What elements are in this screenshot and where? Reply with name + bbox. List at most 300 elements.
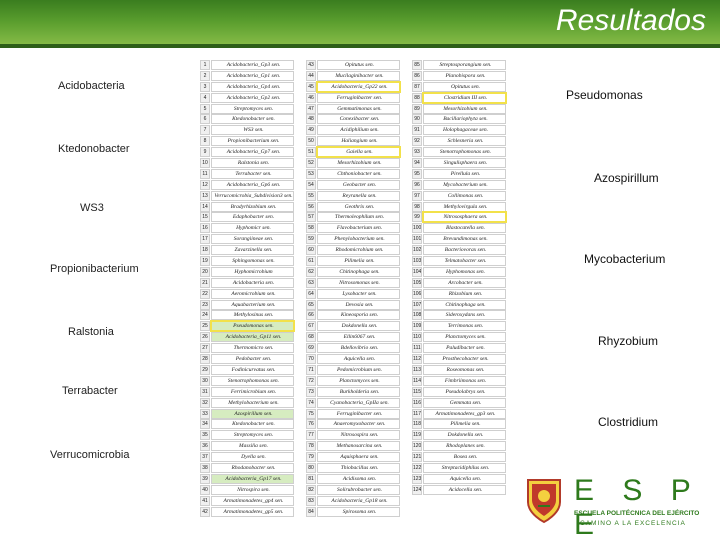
row-number: 103 <box>413 258 422 265</box>
genus-name: Lysobacter sen. <box>317 289 400 299</box>
table-row <box>200 441 510 452</box>
table-row <box>200 387 510 398</box>
row-number: 38 <box>200 463 210 473</box>
table-row <box>200 409 510 420</box>
row-number: 108 <box>413 312 422 319</box>
row-number: 117 <box>413 410 421 417</box>
row-number: 72 <box>306 376 316 386</box>
genus-name: Streptacidiphilus sen. <box>423 463 506 473</box>
row-number: 83 <box>306 496 316 506</box>
table-row <box>200 507 510 518</box>
genus-name: Acidobacteria_Gp3 sen. <box>211 60 294 70</box>
genus-name: Nitrososphaera sen. <box>423 212 506 222</box>
genus-name: Haliangium sen. <box>317 136 400 146</box>
genus-name: Acidobacteria_Gp2 sen. <box>211 93 294 103</box>
row-number: 24 <box>200 310 210 320</box>
table-row <box>200 104 510 115</box>
label-rhyzobium: Rhyzobium <box>598 334 659 348</box>
row-number: 51 <box>306 147 316 157</box>
row-number: 27 <box>200 343 210 353</box>
genus-name: Aeromicrobium sen. <box>211 289 294 299</box>
row-number: 55 <box>306 191 316 201</box>
table-row <box>200 136 510 147</box>
genus-name: Blastocatella sen. <box>423 223 506 233</box>
genus-name: Schlesneria sen. <box>423 136 506 146</box>
label-pseudomonas: Pseudomonas <box>566 88 643 102</box>
row-number: 49 <box>306 125 316 135</box>
table-row <box>200 202 510 213</box>
row-number: 50 <box>306 136 316 146</box>
table-row <box>200 463 510 474</box>
genus-name: Gaiella sen. <box>317 147 400 157</box>
genus-name: Ktedonobacter sen. <box>211 114 294 124</box>
row-number: 111 <box>413 345 421 352</box>
genus-name: Ralstonia sen. <box>211 158 294 168</box>
row-number: 16 <box>200 223 210 233</box>
genus-name: Opitutus sen. <box>317 60 400 70</box>
genus-name: Bosea sen. <box>423 452 506 462</box>
row-number: 71 <box>306 365 316 375</box>
row-number: 107 <box>413 301 422 308</box>
genus-name: Ktedonobacter sen. <box>211 419 294 429</box>
row-number: 17 <box>200 234 210 244</box>
row-number: 105 <box>413 279 422 286</box>
table-row <box>200 191 510 202</box>
genus-name: Geothrix sen. <box>317 202 400 212</box>
genus-name: Hyphomicrobium <box>211 267 294 277</box>
label-terrabacter: Terrabacter <box>62 385 118 397</box>
genus-name: Ferruginibacter sen. <box>317 409 400 419</box>
row-number: 32 <box>200 398 210 408</box>
genus-name: Terrabacter sen. <box>211 169 294 179</box>
row-number: 48 <box>306 114 316 124</box>
row-number: 13 <box>200 191 210 201</box>
label-acidobacteria: Acidobacteria <box>58 80 125 92</box>
genus-name: Thermomicro sen. <box>211 343 294 353</box>
genus-name: Verrucomicrobia_Subdivision3 sen. <box>211 191 294 201</box>
table-row <box>200 419 510 430</box>
table-row <box>200 245 510 256</box>
espe-logo <box>520 472 710 541</box>
row-number: 85 <box>412 60 422 70</box>
genus-name: Conexibacter sen. <box>317 114 400 124</box>
row-number: 106 <box>413 290 422 297</box>
genus-name: Acidobacteria_Gp22 sen. <box>317 82 400 92</box>
genus-name: Solirubrobacter sen. <box>317 485 400 495</box>
row-number: 61 <box>306 256 316 266</box>
row-number: 82 <box>306 485 316 495</box>
row-number: 74 <box>306 398 316 408</box>
table-row <box>200 343 510 354</box>
genus-name: Dyella sen. <box>211 452 294 462</box>
row-number: 30 <box>200 376 210 386</box>
table-row <box>200 169 510 180</box>
genus-name: Phenylobacterium sen. <box>317 234 400 244</box>
table-row <box>200 147 510 158</box>
row-number: 29 <box>200 365 210 375</box>
row-number: 63 <box>306 278 316 288</box>
logo-wordmark: E S P E <box>574 474 701 541</box>
row-number: 119 <box>413 432 421 439</box>
row-number: 99 <box>412 212 422 222</box>
row-number: 88 <box>412 93 422 103</box>
genus-name: Chthoniobacter sen. <box>317 169 400 179</box>
genus-name: Methylobacterium sen. <box>211 398 294 408</box>
row-number: 4 <box>200 93 210 103</box>
genus-name: Acidobacteria_Gp4 sen. <box>211 82 294 92</box>
genus-name: Sideroxydans sen. <box>423 310 506 320</box>
row-number: 60 <box>306 245 316 255</box>
table-row <box>200 234 510 245</box>
row-number: 42 <box>200 507 210 517</box>
genus-name: Arcobacter sen. <box>423 278 506 288</box>
genus-name: Pilimelia sen. <box>317 256 400 266</box>
genus-name: Gemmatimonas sen. <box>317 104 400 114</box>
genus-name: Hyphomonas sen. <box>423 267 506 277</box>
genus-name: Azospirillum sen. <box>211 409 294 419</box>
row-number: 62 <box>306 267 316 277</box>
row-number: 112 <box>413 356 421 363</box>
genus-name: Acidobacteria_Gp7 sen. <box>211 147 294 157</box>
table-row <box>200 474 510 485</box>
row-number: 79 <box>306 452 316 462</box>
genus-name: Pedomicrobium sen. <box>317 365 400 375</box>
row-number: 1 <box>200 60 210 70</box>
row-number: 9 <box>200 147 210 157</box>
row-number: 110 <box>413 334 421 341</box>
row-number: 84 <box>306 507 316 517</box>
genus-name: Prosthecobacter sen. <box>423 354 506 364</box>
table-row <box>200 398 510 409</box>
row-number: 102 <box>413 247 422 254</box>
genus-name: Planctomyces sen. <box>423 332 506 342</box>
table-row <box>200 223 510 234</box>
genus-name: Rhizobium sen. <box>423 289 506 299</box>
label-propionibacterium: Propionibacterium <box>50 263 139 275</box>
row-number: 31 <box>200 387 210 397</box>
genus-name: Propionibacterium sen. <box>211 136 294 146</box>
row-number: 65 <box>306 300 316 310</box>
row-number: 115 <box>413 388 421 395</box>
genus-name: Sphingomonas sen. <box>211 256 294 266</box>
row-number: 66 <box>306 310 316 320</box>
genus-name: Planobispora sen. <box>423 71 506 81</box>
table-row <box>200 212 510 223</box>
row-number: 95 <box>412 169 422 179</box>
row-number: 114 <box>413 377 421 384</box>
row-number: 45 <box>306 82 316 92</box>
genus-name: Pilimelia sen. <box>423 419 506 429</box>
row-number: 92 <box>412 136 422 146</box>
genus-name: Bacteriovorax sen. <box>423 245 506 255</box>
genus-name: Methylosinus sen. <box>211 310 294 320</box>
row-number: 118 <box>413 421 421 428</box>
genus-name: Nitrosospira sen. <box>317 430 400 440</box>
genus-name: Singulisphaera sen. <box>423 158 506 168</box>
genus-name: Devosia sen. <box>317 300 400 310</box>
row-number: 34 <box>200 419 210 429</box>
genus-name: Reyranella sen. <box>317 191 400 201</box>
row-number: 20 <box>200 267 210 277</box>
row-number: 75 <box>306 409 316 419</box>
genus-name: Chitinophaga sen. <box>317 267 400 277</box>
label-mycobacterium: Mycobacterium <box>584 252 666 266</box>
genus-name: Stenotrophomonas sen. <box>423 147 506 157</box>
genus-name: Ferrimicrobium sen. <box>211 387 294 397</box>
genus-name: Rhodanobacter sen. <box>211 463 294 473</box>
genus-name: Bradyrhizobium sen. <box>211 202 294 212</box>
row-number: 33 <box>200 409 210 419</box>
row-number: 21 <box>200 278 210 288</box>
table-row <box>200 180 510 191</box>
genus-name: Collimonas sen. <box>423 191 506 201</box>
genus-name: Acidobacteria_Gp1 sen. <box>211 71 294 81</box>
genus-name: Mesorhizobium sen. <box>317 158 400 168</box>
genus-name: Aquicella sen. <box>317 354 400 364</box>
genus-name: Cyanobacteria_GpIIa sen. <box>317 398 400 408</box>
genus-name: Opitutus sen. <box>423 82 506 92</box>
genus-name: Pseudomonas sen. <box>211 321 294 331</box>
table-row <box>200 496 510 507</box>
row-number: 80 <box>306 463 316 473</box>
row-number: 96 <box>412 180 422 190</box>
label-verrucomicrobia: Verrucomicrobia <box>50 449 130 461</box>
row-number: 36 <box>200 441 210 451</box>
genus-name: Aquabacterium sen. <box>211 300 294 310</box>
row-number: 56 <box>306 202 316 212</box>
genus-name: Paludibacter sen. <box>423 343 506 353</box>
row-number: 52 <box>306 158 316 168</box>
logo-tagline: CAMINO A LA EXCELENCIA <box>580 520 686 527</box>
row-number: 54 <box>306 180 316 190</box>
row-number: 58 <box>306 223 316 233</box>
row-number: 41 <box>200 496 210 506</box>
row-number: 2 <box>200 71 210 81</box>
genus-name: Holophagaceae sen. <box>423 125 506 135</box>
row-number: 3 <box>200 82 210 92</box>
genus-name: Thiobacillus sen. <box>317 463 400 473</box>
genus-name: Kineosporia sen. <box>317 310 400 320</box>
label-ktedonobacter: Ktedonobacter <box>58 143 130 155</box>
row-number: 101 <box>413 236 422 243</box>
table-row <box>200 278 510 289</box>
row-number: 57 <box>306 212 316 222</box>
row-number: 78 <box>306 441 316 451</box>
row-number: 47 <box>306 104 316 114</box>
row-number: 6 <box>200 114 210 124</box>
genus-name: Acidobacteria_Gp11 sen. <box>211 332 294 342</box>
row-number: 81 <box>306 474 316 484</box>
row-number: 86 <box>412 71 422 81</box>
table-row <box>200 485 510 496</box>
row-number: 37 <box>200 452 210 462</box>
genus-name: Acidocella sen. <box>423 485 506 495</box>
genus-name: Telmatobacter sen. <box>423 256 506 266</box>
row-number: 77 <box>306 430 316 440</box>
row-number: 73 <box>306 387 316 397</box>
genus-name: Flavobacterium sen. <box>317 223 400 233</box>
row-number: 18 <box>200 245 210 255</box>
genus-name: Streptomyces sen. <box>211 104 294 114</box>
row-number: 40 <box>200 485 210 495</box>
row-number: 120 <box>413 443 422 450</box>
row-number: 104 <box>413 268 422 275</box>
genus-name: Bdellovibrio sen. <box>317 343 400 353</box>
table-row <box>200 158 510 169</box>
row-number: 68 <box>306 332 316 342</box>
table-row <box>200 93 510 104</box>
row-number: 5 <box>200 104 210 114</box>
genus-name: Brevundimonas sen. <box>423 234 506 244</box>
row-number: 90 <box>412 114 422 124</box>
table-row <box>200 365 510 376</box>
table-row <box>200 310 510 321</box>
row-number: 94 <box>412 158 422 168</box>
genus-name: Mesorhizobium sen. <box>423 104 506 114</box>
genus-name: Acidobacteria_Gp6 sen. <box>211 180 294 190</box>
genus-name: Dokdonella sen. <box>317 321 400 331</box>
title-bar <box>0 0 720 48</box>
genus-name: Ellin6067 sen. <box>317 332 400 342</box>
row-number: 64 <box>306 289 316 299</box>
table-row <box>200 71 510 82</box>
genus-name: Chitinophaga sen. <box>423 300 506 310</box>
label-ws3: WS3 <box>80 202 104 214</box>
shield-icon <box>524 476 564 524</box>
genus-name: Acidiphilium sen. <box>317 125 400 135</box>
genus-name: Geobacter sen. <box>317 180 400 190</box>
genus-name: Rhodomicrobium sen. <box>317 245 400 255</box>
row-number: 97 <box>412 191 422 201</box>
genus-name: Pseudolabrys sen. <box>423 387 506 397</box>
row-number: 91 <box>412 125 422 135</box>
row-number: 23 <box>200 300 210 310</box>
table-row <box>200 332 510 343</box>
row-number: 14 <box>200 202 210 212</box>
table-row <box>200 267 510 278</box>
row-number: 98 <box>412 202 422 212</box>
table-row <box>200 114 510 125</box>
genus-name: Armatimonadetes_gp3 sen. <box>423 409 506 419</box>
genus-name: Streptomyces sen. <box>211 430 294 440</box>
genus-name: Streptosporangium sen. <box>423 60 506 70</box>
genus-name: Anaeromyxobacter sen. <box>317 419 400 429</box>
table-row <box>200 321 510 332</box>
row-number: 22 <box>200 289 210 299</box>
row-number: 15 <box>200 212 210 222</box>
genus-name: Thermoleophilum sen. <box>317 212 400 222</box>
row-number: 19 <box>200 256 210 266</box>
slide-title: Resultados <box>555 4 706 37</box>
row-number: 26 <box>200 332 210 342</box>
genus-name: Ferruginibacter sen. <box>317 93 400 103</box>
table-row <box>200 256 510 267</box>
genus-name: Edaphobacter sen. <box>211 212 294 222</box>
genus-name: Methylovirgula sen. <box>423 202 506 212</box>
row-number: 113 <box>413 366 421 373</box>
title-bar-stripe <box>0 44 720 48</box>
label-clostridium: Clostridium <box>598 415 659 429</box>
table-row <box>200 289 510 300</box>
genus-name: Bacillariophyta sen. <box>423 114 506 124</box>
row-number: 122 <box>413 464 422 471</box>
row-number: 100 <box>413 225 422 232</box>
genus-name: Mucilaginibacter sen. <box>317 71 400 81</box>
table-row <box>200 60 510 71</box>
table-row <box>200 354 510 365</box>
genus-name: Terrimonas sen. <box>423 321 506 331</box>
row-number: 35 <box>200 430 210 440</box>
genus-name: Zavarzinella sen. <box>211 245 294 255</box>
genus-name: Acidisoma sen. <box>317 474 400 484</box>
genus-name: Hyphomicr sen. <box>211 223 294 233</box>
row-number: 12 <box>200 180 210 190</box>
genus-name: Fodinicurvatus sen. <box>211 365 294 375</box>
genus-name: Mycobacterium sen. <box>423 180 506 190</box>
row-number: 10 <box>200 158 210 168</box>
row-number: 116 <box>413 399 421 406</box>
row-number: 123 <box>413 475 422 482</box>
row-number: 46 <box>306 93 316 103</box>
row-number: 70 <box>306 354 316 364</box>
genus-name: Armatimonadetes_gp4 sen. <box>211 496 294 506</box>
genus-name: Acidobacteria_Gp18 sen. <box>317 496 400 506</box>
logo-subtitle: ESCUELA POLITÉCNICA DEL EJÉRCITO <box>574 510 700 517</box>
row-number: 76 <box>306 419 316 429</box>
genus-name: Spirosoma sen. <box>317 507 400 517</box>
row-number: 28 <box>200 354 210 364</box>
row-number: 121 <box>413 454 422 461</box>
genus-name: Roseomonas sen. <box>423 365 506 375</box>
row-number: 53 <box>306 169 316 179</box>
row-number: 39 <box>200 474 210 484</box>
genus-name: Gemmata sen. <box>423 398 506 408</box>
genus-name: WS3 sen. <box>211 125 294 135</box>
row-number: 7 <box>200 125 210 135</box>
table-row <box>200 452 510 463</box>
table-row <box>200 82 510 93</box>
genus-name: Pirellula sen. <box>423 169 506 179</box>
row-number: 69 <box>306 343 316 353</box>
genus-name: Stenotrophomonas sen. <box>211 376 294 386</box>
row-number: 109 <box>413 323 422 330</box>
table-row <box>200 376 510 387</box>
genus-name: Planctomyces sen. <box>317 376 400 386</box>
table-row <box>200 125 510 136</box>
label-azospirillum: Azospirillum <box>594 171 659 185</box>
genus-name: Aquisphaera sen. <box>317 452 400 462</box>
genus-name: Armatimonadetes_gp5 sen. <box>211 507 294 517</box>
genus-name: Acidobacteria_Gp17 sen. <box>211 474 294 484</box>
row-number: 8 <box>200 136 210 146</box>
row-number: 43 <box>306 60 316 70</box>
genus-name: Massilia sen. <box>211 441 294 451</box>
row-number: 11 <box>200 169 210 179</box>
genus-name: Dokdonella sen. <box>423 430 506 440</box>
genus-name: Methanosarcina sen. <box>317 441 400 451</box>
table-row <box>200 300 510 311</box>
genus-name: Pedobacter sen. <box>211 354 294 364</box>
row-number: 25 <box>200 321 210 331</box>
genus-name: Acidobacteria sen. <box>211 278 294 288</box>
genus-name: Nitrosomonas sen. <box>317 278 400 288</box>
row-number: 93 <box>412 147 422 157</box>
row-number: 124 <box>413 486 422 493</box>
genus-name: Burkholderia sen. <box>317 387 400 397</box>
row-number: 67 <box>306 321 316 331</box>
row-number: 44 <box>306 71 316 81</box>
label-ralstonia: Ralstonia <box>68 326 114 338</box>
